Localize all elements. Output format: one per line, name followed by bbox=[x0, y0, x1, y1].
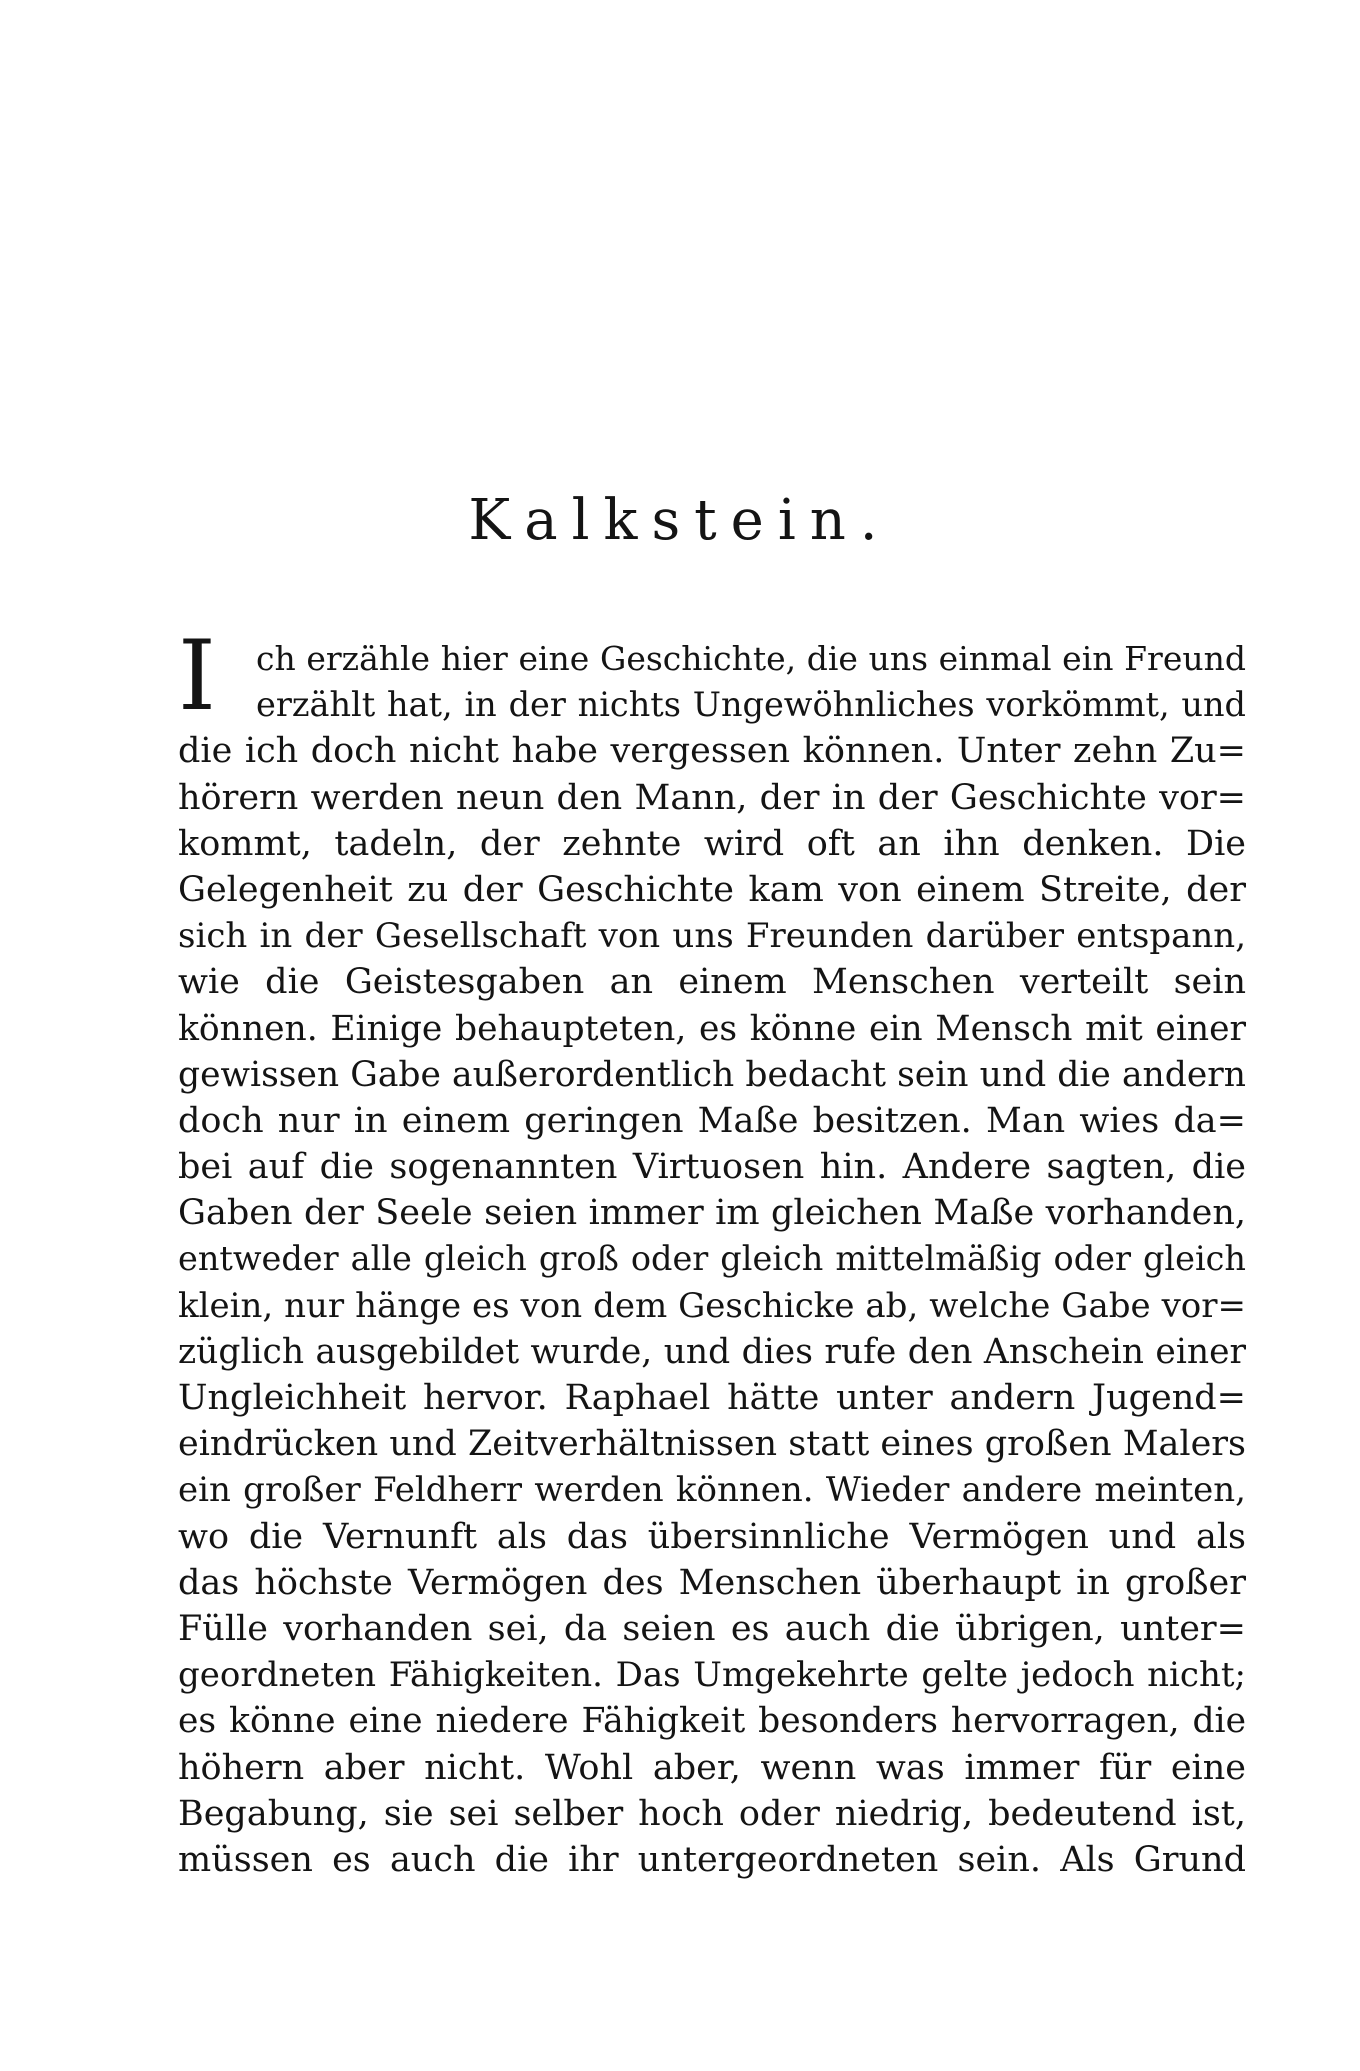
text-line: züglich ausgebildet wurde, und dies rufe den Anschein einer bbox=[178, 1331, 1246, 1372]
text-line: wo die Vernunft als das übersinnliche Vermögen und als bbox=[178, 1516, 1246, 1557]
text-line: erzählt hat, in der nichts Ungewöhnliches vorkömmt, und bbox=[256, 685, 1246, 725]
text-line: hörern werden neun den Mann, der in der Geschichte vor= bbox=[178, 777, 1246, 818]
text-line: das höchste Vermögen des Menschen überhaupt in großer bbox=[178, 1562, 1246, 1603]
body-paragraph bbox=[178, 636, 1246, 1883]
text-line: die ich doch nicht habe vergessen können. Unter zehn Zu= bbox=[178, 731, 1246, 772]
text-line: geordneten Fähigkeiten. Das Umgekehrte gelte jedoch nicht; bbox=[178, 1655, 1246, 1696]
text-line: ch erzähle hier eine Geschichte, die uns einmal ein Freund bbox=[256, 639, 1246, 678]
text-line: Fülle vorhanden sei, da seien es auch die übrigen, unter= bbox=[178, 1608, 1246, 1649]
text-line: klein, nur hänge es von dem Geschicke ab, welche Gabe vor= bbox=[178, 1285, 1246, 1326]
text-line: doch nur in einem geringen Maße besitzen. Man wies da= bbox=[178, 1100, 1246, 1141]
text-line: gewissen Gabe außerordentlich bedacht sein und die andern bbox=[178, 1054, 1246, 1095]
text-line: können. Einige behaupteten, es könne ein Mensch mit einer bbox=[178, 1008, 1246, 1049]
drop-cap-initial: I bbox=[178, 620, 216, 732]
text-line: eindrücken und Zeitverhältnissen statt eines großen Malers bbox=[178, 1424, 1246, 1465]
text-line: Ungleichheit hervor. Raphael hätte unter andern Jugend= bbox=[178, 1378, 1246, 1418]
text-line: entweder alle gleich groß oder gleich mittelmäßig oder gleich bbox=[178, 1239, 1246, 1279]
text-line: kommt, tadeln, der zehnte wird oft an ihn denken. Die bbox=[178, 823, 1246, 864]
text-line: sich in der Gesellschaft von uns Freunden darüber entspann, bbox=[178, 916, 1246, 957]
text-line: Gaben der Seele seien immer im gleichen Maße vorhanden, bbox=[178, 1193, 1246, 1234]
text-line: Begabung, sie sei selber hoch oder niedrig, bedeutend ist, bbox=[178, 1793, 1246, 1834]
text-line: Gelegenheit zu der Geschichte kam von einem Streite, der bbox=[178, 869, 1246, 910]
text-line: es könne eine niedere Fähigkeit besonders hervorragen, die bbox=[178, 1701, 1246, 1742]
chapter-title: Kalkstein. bbox=[468, 488, 892, 553]
text-line: müssen es auch die ihr untergeordneten sein. Als Grund bbox=[178, 1839, 1246, 1880]
text-line: höhern aber nicht. Wohl aber, wenn was immer für eine bbox=[178, 1747, 1246, 1788]
text-line: ein großer Feldherr werden können. Wieder andere meinten, bbox=[178, 1470, 1246, 1511]
text-line: bei auf die sogenannten Virtuosen hin. Andere sagten, die bbox=[178, 1147, 1246, 1188]
text-line: wie die Geistesgaben an einem Menschen verteilt sein bbox=[178, 962, 1246, 1003]
